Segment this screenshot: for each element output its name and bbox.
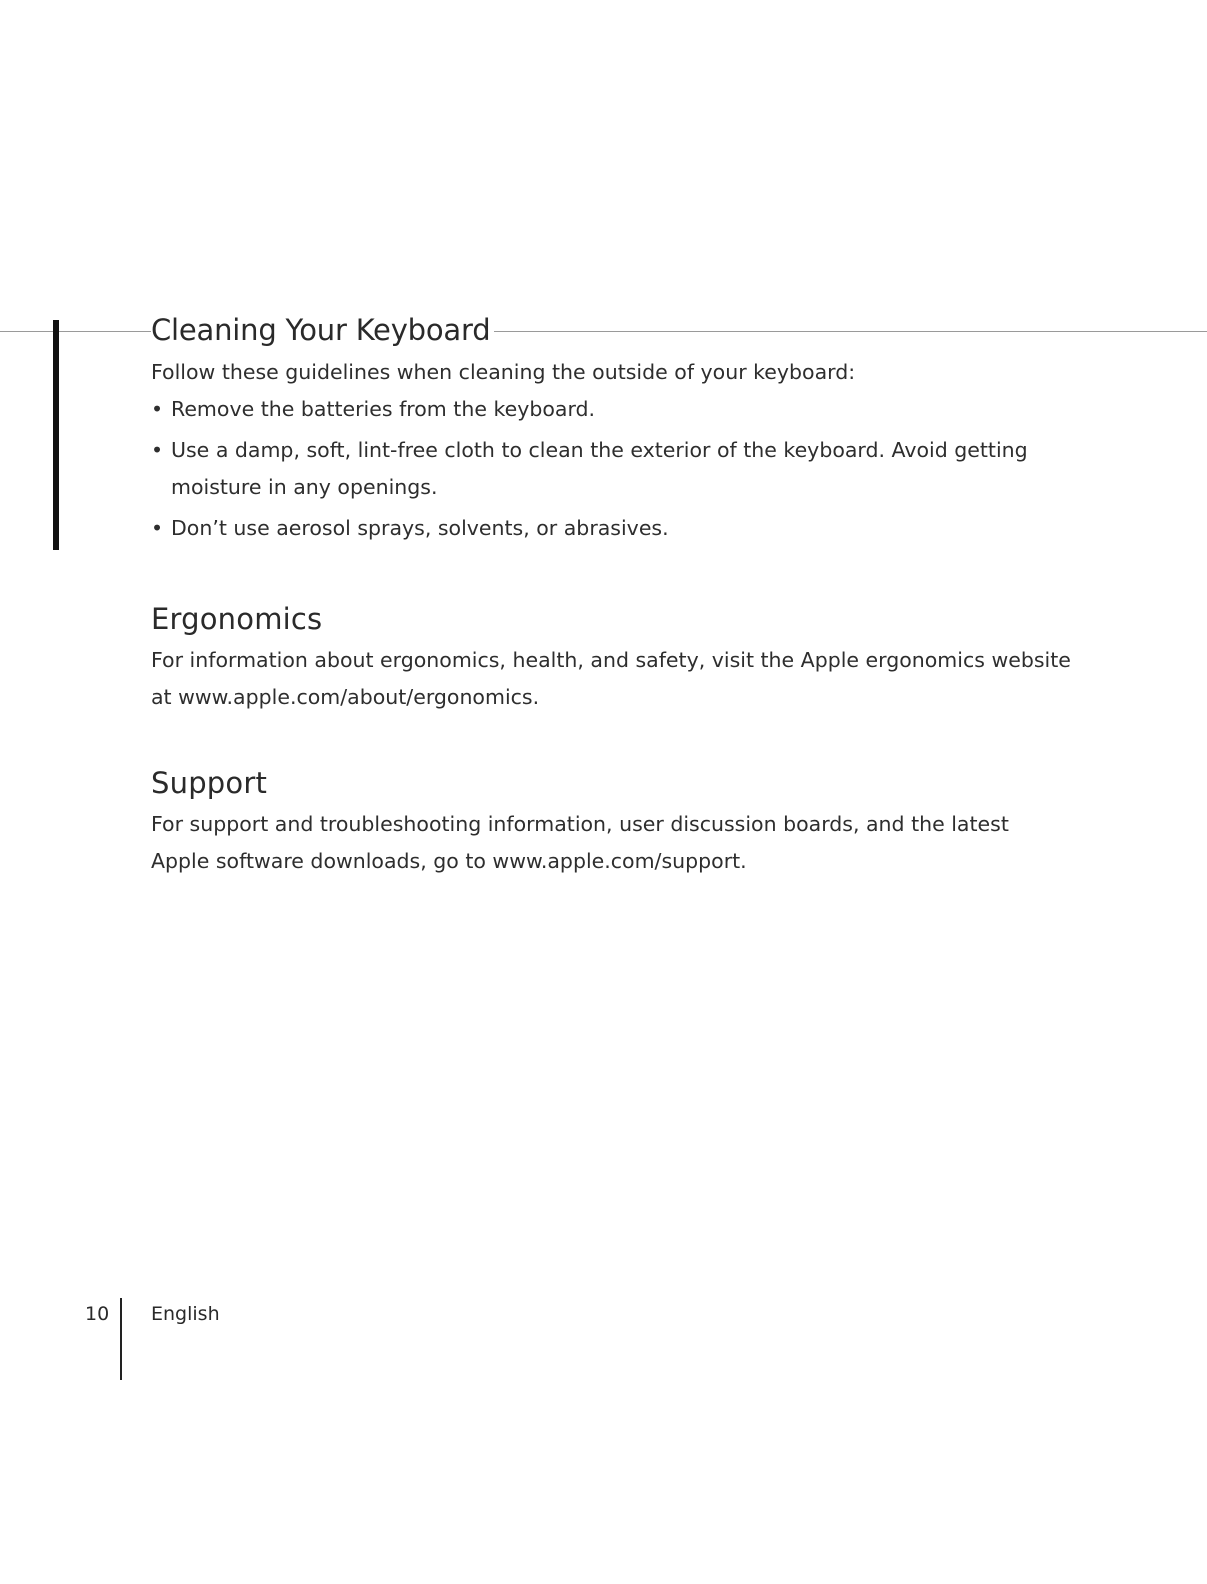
support-text: For support and troubleshooting information, user discussion boards, and the latest Apple software downloads, go to www.apple.com/support.	[151, 812, 1009, 873]
list-item-text: Don’t use aerosol sprays, solvents, or abrasives.	[171, 516, 669, 540]
bullet-icon: •	[151, 397, 164, 421]
footer-divider	[120, 1298, 122, 1380]
list-item	[151, 432, 1071, 506]
heading-support: Support	[151, 766, 268, 800]
heading-cleaning-keyboard: Cleaning Your Keyboard	[151, 313, 494, 347]
list-item	[151, 510, 1071, 547]
section-side-bar	[53, 320, 59, 550]
list-item	[151, 391, 1071, 428]
cleaning-intro-text: Follow these guidelines when cleaning the outside of your keyboard:	[151, 360, 856, 384]
ergonomics-text: For information about ergonomics, health, and safety, visit the Apple ergonomics website at www.apple.com/about/ergonomics.	[151, 648, 1071, 709]
cleaning-guidelines-list	[151, 391, 1071, 551]
bullet-icon: •	[151, 516, 164, 540]
heading-ergonomics: Ergonomics	[151, 602, 323, 636]
bullet-icon: •	[151, 438, 164, 462]
page-number: 10	[85, 1303, 110, 1325]
footer-language-label: English	[151, 1303, 220, 1325]
list-item-text: Use a damp, soft, lint-free cloth to clean the exterior of the keyboard. Avoid getting moisture in any openings.	[171, 438, 1028, 499]
list-item-text: Remove the batteries from the keyboard.	[171, 397, 596, 421]
